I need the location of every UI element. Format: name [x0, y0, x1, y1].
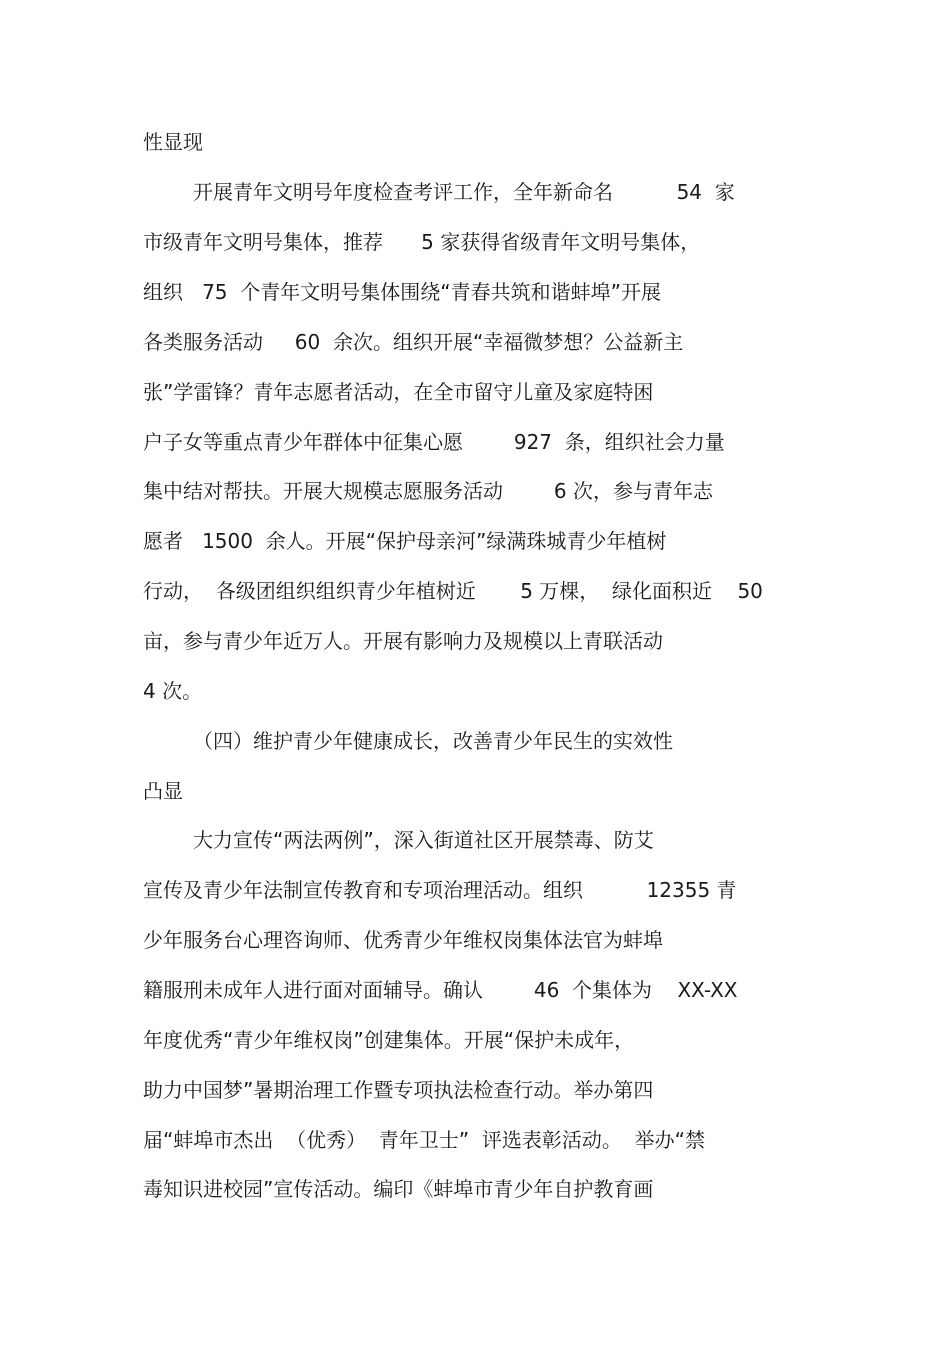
text-line: 性显现 [143, 130, 203, 154]
text-line: 行动， 各级团组织组织青少年植树近 5 万棵， 绿化面积近 50 [143, 579, 763, 603]
text-line: 毒知识进校园”宣传活动。编印《蚌埠市青少年自护教育画 [143, 1177, 654, 1201]
text-line: 籍服刑未成年人进行面对面辅导。确认 46 个集体为 XX-XX [143, 978, 738, 1002]
text-line: 组织 75 个青年文明号集体围绕“青春共筑和谐蚌埠”开展 [143, 280, 661, 304]
text-line: 年度优秀“青少年维权岗”创建集体。开展“保护未成年， [143, 1028, 635, 1052]
text-line: 4 次。 [143, 679, 203, 703]
paragraph-start-line: 大力宣传“两法两例”，深入街道社区开展禁毒、防艾 [193, 828, 654, 852]
text-line: 助力中国梦”暑期治理工作暨专项执法检查行动。举办第四 [143, 1078, 654, 1102]
text-line: 愿者 1500 余人。开展“保护母亲河”绿满珠城青少年植树 [143, 529, 667, 553]
text-line: 宣传及青少年法制宣传教育和专项治理活动。组织 12355 青 [143, 878, 737, 902]
text-line: 户子女等重点青少年群体中征集心愿 927 条，组织社会力量 [143, 430, 725, 454]
text-line: 亩，参与青少年近万人。开展有影响力及规模以上青联活动 [143, 629, 663, 653]
text-line: 张”学雷锋？青年志愿者活动，在全市留守儿童及家庭特困 [143, 380, 654, 404]
text-line: 各类服务活动 60 余次。组织开展“幸福微梦想？公益新主 [143, 330, 684, 354]
section-heading-line: （四）维护青少年健康成长，改善青少年民生的实效性 [193, 729, 673, 753]
text-line: 市级青年文明号集体，推荐 5 家获得省级青年文明号集体， [143, 230, 701, 254]
paragraph-start-line: 开展青年文明号年度检查考评工作，全年新命名 54 家 [193, 180, 735, 204]
text-line: 集中结对帮扶。开展大规模志愿服务活动 6 次，参与青年志 [143, 479, 713, 503]
text-line: 少年服务台心理咨询师、优秀青少年维权岗集体法官为蚌埠 [143, 928, 663, 952]
section-heading-line: 凸显 [143, 779, 183, 803]
text-line: 届“蚌埠市杰出 （优秀） 青年卫士” 评选表彰活动。 举办“禁 [143, 1128, 705, 1152]
